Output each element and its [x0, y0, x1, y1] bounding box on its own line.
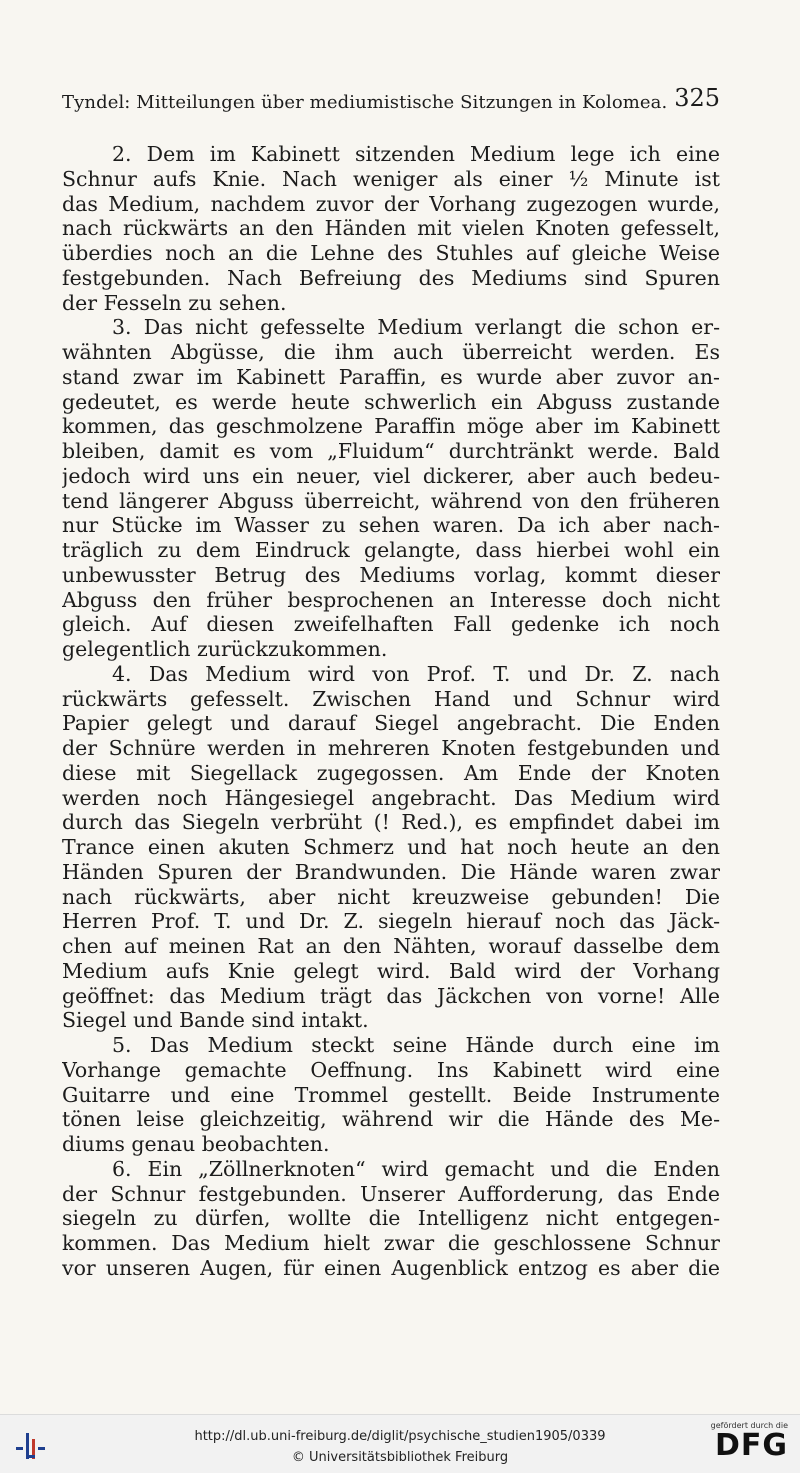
- text-line: das Medium, nachdem zuvor der Vorhang zugezogen wurde,: [62, 191, 720, 216]
- text-line: Schnur aufs Knie. Nach weniger als einer ½ Minute ist: [62, 166, 720, 191]
- text-line: nach rückwärts an den Händen mit vielen Knoten gefesselt,: [62, 216, 720, 241]
- text-line: gleich. Auf diesen zweifelhaften Fall gedenke ich noch: [62, 612, 720, 637]
- text-line: durch das Siegeln verbrüht (! Red.), es empfindet dabei im: [62, 810, 720, 835]
- text-line: 5. Das Medium steckt seine Hände durch eine im: [112, 1033, 720, 1057]
- text-line: diums genau beobachten.: [62, 1132, 330, 1156]
- body-text: [62, 142, 720, 1281]
- text-line: tend längerer Abguss überreicht, während von den früheren: [62, 488, 720, 513]
- text-line: Medium aufs Knie gelegt wird. Bald wird der Vorhang: [62, 958, 720, 983]
- text-line: wähnten Abgüsse, die ihm auch überreicht werden. Es: [62, 340, 720, 364]
- text-line: jedoch wird uns ein neuer, viel dickerer, aber auch bedeu-: [62, 463, 720, 488]
- viewer-footer: [0, 1414, 800, 1473]
- text-line: nach rückwärts, aber nicht kreuzweise gebunden! Die: [62, 884, 720, 909]
- text-line: 4. Das Medium wird von Prof. T. und Dr. Z. nach: [112, 661, 720, 686]
- text-line: nur Stücke im Wasser zu sehen waren. Da ich aber nach-: [62, 513, 720, 538]
- text-line: Abguss den früher besprochenen an Interesse doch nicht: [62, 587, 720, 612]
- text-line: 3. Das nicht gefesselte Medium verlangt die schon er-: [112, 315, 720, 340]
- running-title: Tyndel: Mitteilungen über mediumistische Sitzungen in Kolomea.: [62, 92, 668, 113]
- text-line: festgebunden. Nach Befreiung des Mediums sind Spuren: [62, 265, 720, 290]
- text-line: der Schnüre werden in mehreren Knoten festgebunden und: [62, 736, 720, 760]
- text-line: geöffnet: das Medium trägt das Jäckchen von vorne! Alle: [62, 983, 720, 1008]
- text-line: Trance einen akuten Schmerz und hat noch heute an den: [62, 835, 720, 859]
- text-line: unbewusster Betrug des Mediums vorlag, kommt dieser: [62, 562, 720, 587]
- dfg-logo: [702, 1421, 788, 1469]
- text-line: gelegentlich zurückzukommen.: [62, 637, 388, 661]
- text-line: Guitarre und eine Trommel gestellt. Beide Instrumente: [62, 1082, 720, 1107]
- text-line: gedeutet, es werde heute schwerlich ein Abguss zustande: [62, 389, 720, 414]
- text-line: der Schnur festgebunden. Unserer Aufforderung, das Ende: [62, 1181, 720, 1206]
- text-line: tönen leise gleichzeitig, während wir die Hände des Me-: [62, 1107, 720, 1132]
- text-line: Händen Spuren der Brandwunden. Die Hände waren zwar: [62, 859, 720, 884]
- copyright-notice: © Universitätsbibliothek Freiburg: [291, 1450, 509, 1465]
- text-line: Papier gelegt und darauf Siegel angebracht. Die Enden: [62, 711, 720, 736]
- text-line: kommen, das geschmolzene Paraffin möge aber im Kabinett: [62, 414, 720, 439]
- text-line: Herren Prof. T. und Dr. Z. siegeln hierauf noch das Jäck-: [62, 909, 720, 934]
- text-line: kommen. Das Medium hielt zwar die geschlossene Schnur: [62, 1231, 720, 1255]
- text-line: Siegel und Bande sind intakt.: [62, 1008, 369, 1033]
- text-line: diese mit Siegellack zugegossen. Am Ende der Knoten: [62, 760, 720, 785]
- text-line: 2. Dem im Kabinett sitzenden Medium lege ich eine: [112, 142, 720, 166]
- text-line: der Fesseln zu sehen.: [62, 290, 287, 315]
- text-line: rückwärts gefesselt. Zwischen Hand und Schnur wird: [62, 686, 720, 711]
- text-line: Vorhange gemachte Oeffnung. Ins Kabinett wird eine: [62, 1057, 720, 1082]
- text-line: überdies noch an die Lehne des Stuhles auf gleiche Weise: [62, 241, 720, 265]
- text-line: bleiben, damit es vom „Fluidum“ durchtränkt werde. Bald: [62, 439, 720, 463]
- text-line: chen auf meinen Rat an den Nähten, worauf dasselbe dem: [62, 934, 720, 958]
- text-line: stand zwar im Kabinett Paraffin, es wurde aber zuvor an-: [62, 364, 720, 389]
- text-line: 6. Ein „Zöllnerknoten“ wird gemacht und die Enden: [112, 1156, 720, 1181]
- page-number: 325: [674, 84, 720, 112]
- text-line: vor unseren Augen, für einen Augenblick entzog es aber die: [62, 1255, 720, 1280]
- text-line: werden noch Hängesiegel angebracht. Das Medium wird: [62, 785, 720, 810]
- document-url[interactable]: http://dl.ub.uni-freiburg.de/diglit/psychische_studien1905/0339: [194, 1429, 606, 1444]
- running-header: [62, 84, 720, 115]
- dfg-caption: gefördert durch die: [710, 1421, 788, 1430]
- dfg-logo-text: DFG: [714, 1428, 788, 1463]
- text-line: träglich zu dem Eindruck gelangte, dass hierbei wohl ein: [62, 538, 720, 562]
- text-line: siegeln zu dürfen, wollte die Intelligenz nicht entgegen-: [62, 1206, 720, 1231]
